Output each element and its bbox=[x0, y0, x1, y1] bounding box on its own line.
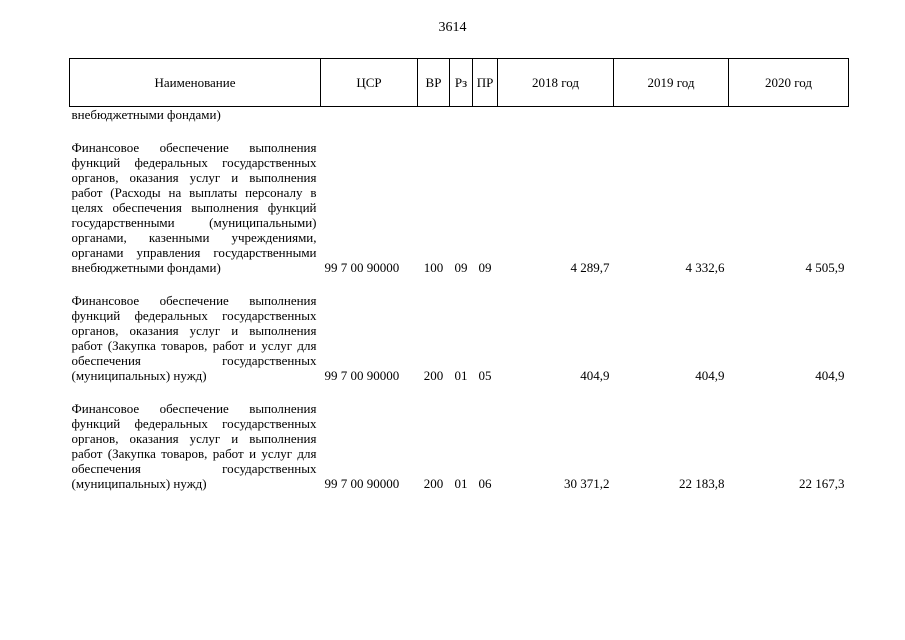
row-rz: 01 bbox=[454, 368, 468, 383]
page-number: 3614 bbox=[438, 20, 467, 35]
header-2018: 2018 год bbox=[498, 59, 614, 107]
table-row bbox=[70, 122, 849, 275]
header-csr: ЦСР bbox=[321, 59, 418, 107]
row-2020: 22 167,3 bbox=[799, 476, 845, 491]
row-rz: 01 bbox=[454, 476, 468, 491]
header-row bbox=[70, 59, 849, 107]
row-vr: 200 bbox=[423, 476, 444, 491]
row-pr: 05 bbox=[478, 368, 492, 383]
table-row bbox=[70, 383, 849, 491]
row-2018: 404,9 bbox=[580, 368, 610, 383]
row-pr: 06 bbox=[478, 476, 492, 491]
row-name: Финансовое обеспечение выполнения функций федеральных государственных органов, оказания услуг и выполнения работ (Расходы на выплаты персоналу в целях обеспечения выполнения функций государственными (муниципальными) органами, казенными учреждениями, органами управления государственными внебюджетными фондами) bbox=[71, 140, 317, 275]
table-header bbox=[70, 59, 849, 107]
row-2018: 4 289,7 bbox=[570, 260, 610, 275]
continuation-name: внебюджетными фондами) bbox=[71, 107, 221, 122]
row-csr: 99 7 00 90000 bbox=[324, 476, 400, 491]
table-row-continuation bbox=[70, 107, 849, 123]
table-body bbox=[70, 107, 849, 492]
budget-table bbox=[69, 58, 849, 491]
row-2019: 404,9 bbox=[695, 368, 725, 383]
row-2019: 4 332,6 bbox=[685, 260, 725, 275]
header-2019: 2019 год bbox=[614, 59, 729, 107]
row-vr: 100 bbox=[423, 260, 444, 275]
row-csr: 99 7 00 90000 bbox=[324, 368, 400, 383]
budget-table-container bbox=[69, 58, 848, 491]
table-row bbox=[70, 275, 849, 383]
row-name: Финансовое обеспечение выполнения функций федеральных государственных органов, оказания услуг и выполнения работ (Закупка товаров, работ и услуг для обеспечения государственных (муниципальных) нужд) bbox=[71, 293, 317, 383]
row-csr: 99 7 00 90000 bbox=[324, 260, 400, 275]
row-2019: 22 183,8 bbox=[679, 476, 725, 491]
row-name: Финансовое обеспечение выполнения функций федеральных государственных органов, оказания услуг и выполнения работ (Закупка товаров, работ и услуг для обеспечения государственных (муниципальных) нужд) bbox=[71, 401, 317, 491]
row-rz: 09 bbox=[454, 260, 468, 275]
row-2020: 404,9 bbox=[815, 368, 845, 383]
header-name: Наименование bbox=[70, 59, 321, 107]
row-2018: 30 371,2 bbox=[564, 476, 610, 491]
header-pr: ПР bbox=[473, 59, 498, 107]
header-2020: 2020 год bbox=[729, 59, 849, 107]
row-2020: 4 505,9 bbox=[805, 260, 845, 275]
row-vr: 200 bbox=[423, 368, 444, 383]
header-vr: ВР bbox=[418, 59, 450, 107]
header-rz: Рз bbox=[450, 59, 473, 107]
row-pr: 09 bbox=[478, 260, 492, 275]
